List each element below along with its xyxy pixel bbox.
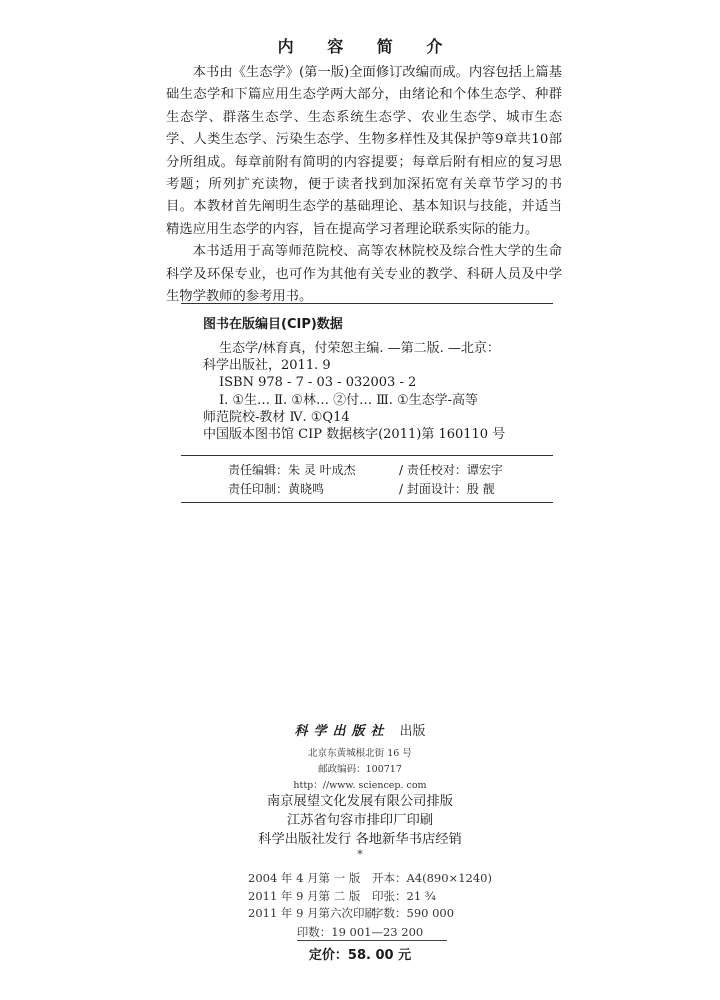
divider	[181, 502, 553, 503]
typesetter: 南京展望文化发展有限公司排版	[266, 794, 454, 809]
separator-star: *	[357, 848, 363, 861]
responsible-proofreader: / 责任校对：谭宏宇	[399, 463, 503, 477]
first-edition: 2004 年 4 月第 一 版	[248, 871, 361, 885]
printing-credits	[0, 792, 720, 849]
sheets: 印张：21 ¾	[372, 888, 436, 903]
publisher-address: 北京东黄城根北街 16 号	[308, 748, 412, 759]
publisher-url: http：//www. sciencep. com	[293, 780, 427, 791]
summary-paragraph: 本书由《生态学》(第一版)全面修订改编而成。内容包括上篇基础生态学和下篇应用生态学两大部分，由绪论和个体生态学、种群生态学、群落生态学、生态系统生态学、农业生态学、城市生态学、人类生态学、污染生态学、生物多样性及其保护等9章共10部分所组成。每章前附有简明的内容提要；每章后附有相应的复习思考题；所列扩充读物，便于读者找到加深拓宽有关章节学习的书目。本教材首先阐明生态学的基础理论、基本知识与技能，并适当精选应用生态学的内容，旨在提高学习者理论联系实际的能力。	[166, 65, 562, 237]
divider	[181, 455, 553, 456]
divider	[181, 303, 553, 304]
responsible-printing: 责任印制：黄晓鸣	[228, 482, 325, 496]
publisher-contact	[0, 746, 720, 794]
second-edition: 2011 年 9 月第 二 版	[248, 888, 361, 903]
print-run: 印数：19 001—23 200	[296, 925, 424, 939]
word-count: 字数：590 000	[372, 906, 455, 920]
summary-text	[166, 62, 562, 308]
cover-designer: / 封面设计：殷 靓	[399, 482, 495, 496]
responsible-editors: 责任编辑：朱 灵 叶成杰	[228, 463, 356, 477]
cip-heading: 图书在版编目(CIP)数据	[203, 317, 343, 332]
publisher-postcode: 邮政编码：100717	[318, 764, 402, 775]
cip-line: Ⅰ. ①生… Ⅱ. ①林… ②付… Ⅲ. ①生态学-高等	[219, 392, 479, 408]
cip-line: 科学出版社，2011. 9	[203, 358, 331, 374]
cip-record-number: 中国版本图书馆 CIP 数据核字(2011)第 160110 号	[203, 427, 506, 443]
summary-title: 内 容 简 介	[277, 37, 457, 56]
edition-info	[248, 870, 508, 923]
format: 开本：A4(890×1240)	[372, 871, 492, 885]
publisher-role: 出版	[399, 724, 426, 739]
printer: 江苏省句容市排印厂印刷	[286, 813, 434, 828]
sixth-printing: 2011 年 9 月第六次印刷	[248, 906, 377, 920]
cip-isbn: ISBN 978 - 7 - 03 - 032003 - 2	[219, 375, 417, 391]
cip-line: 生态学/林育真，付荣恕主编. —第二版. —北京：	[219, 341, 500, 356]
distributor: 科学出版社发行 各地新华书店经销	[258, 832, 462, 847]
divider	[297, 940, 447, 941]
price: 定价：58. 00 元	[308, 948, 412, 963]
cip-record	[203, 340, 543, 443]
staff-credits	[228, 461, 548, 499]
publisher-line	[0, 720, 720, 739]
cip-line: 师范院校-教材 Ⅳ. ①Q14	[203, 409, 350, 425]
publisher-logo: 科学出版社	[294, 724, 390, 739]
summary-paragraph: 本书适用于高等师范院校、高等农林院校及综合性大学的生命科学及环保专业，也可作为其他有关专业的教学、科研人员及中学生物学教师的参考用书。	[166, 244, 562, 305]
